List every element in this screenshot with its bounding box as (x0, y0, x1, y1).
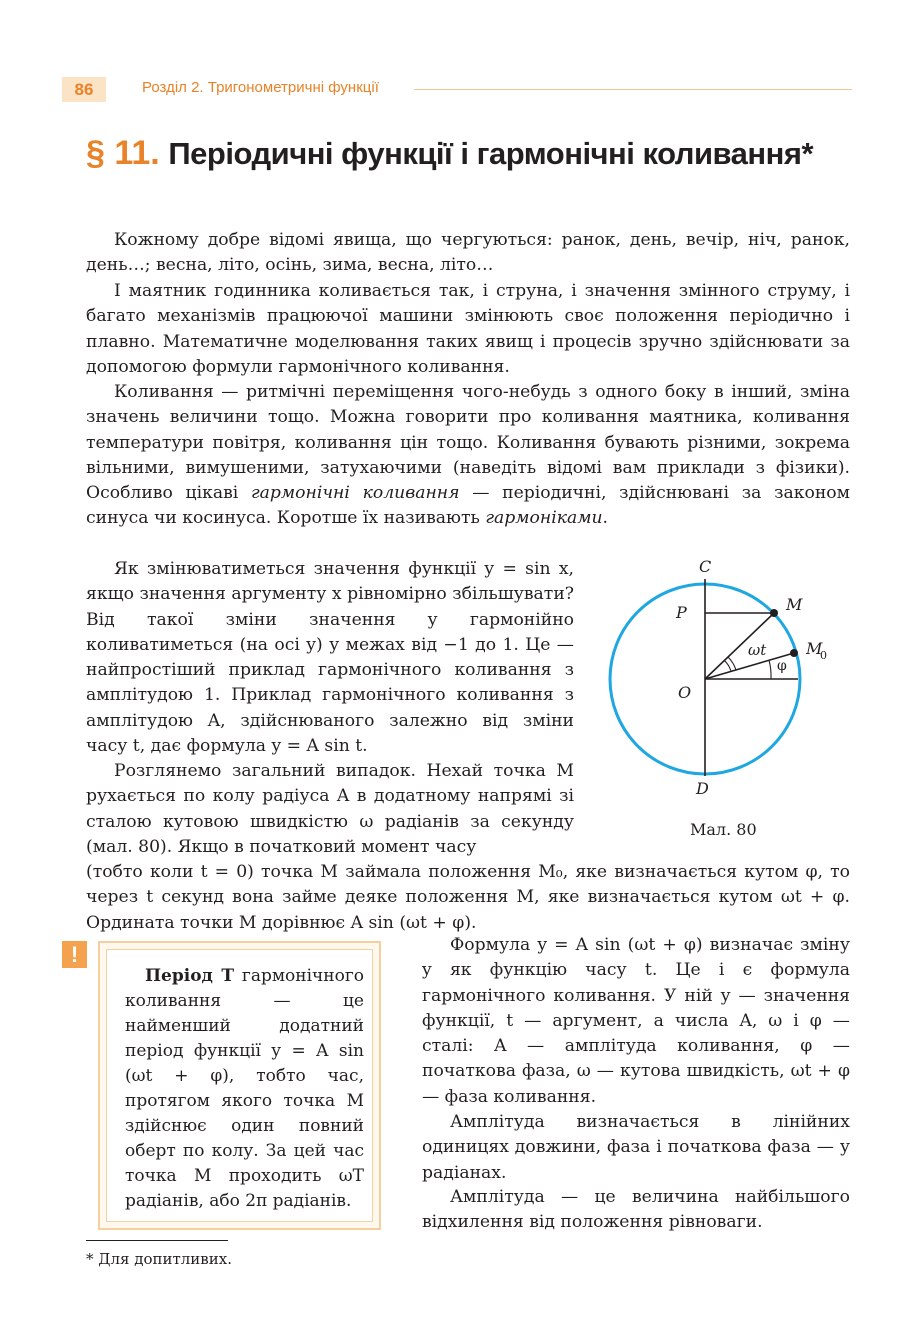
label-M: M (786, 595, 803, 614)
definition-term: Період T (145, 966, 234, 986)
figure-unit-circle (596, 552, 827, 802)
label-phi: φ (777, 658, 787, 674)
attention-icon: ! (62, 941, 87, 968)
label-C: C (699, 557, 712, 576)
chapter-title: Розділ 2. Тригонометричні функції (142, 79, 379, 96)
angle-arc-wt (728, 657, 736, 670)
paragraph-4: Як змінюватиметься значення функції y = sin x, якщо значення аргументу x рівномірно збільшувати? Від такої зміни значення y гармонійно коливатиметься (на осі y) у межах від −1 до 1. Це — найпростіший приклад гармонічного коливання з амплітудою 1. Приклад гармонічного коливання з амплітудою A, здійснюваного залежно від зміни часу t, дає формула y = A sin t. (86, 559, 574, 757)
paragraph-5-top: Розглянемо загальний випадок. Нехай точка M рухається по колу радіуса A в додатному напрямі зі сталою кутовою швидкістю ω радіанів за секунду (мал. 80). Якщо в початковий момент часу (86, 761, 574, 857)
label-O: O (678, 683, 692, 702)
label-P: P (676, 603, 687, 622)
paragraph-8: Амплітуда — це величина найбільшого відхилення від положення рівноваги. (422, 1187, 850, 1233)
footnote: * Для допитливих. (86, 1250, 232, 1268)
section-number: § 11. (86, 134, 160, 172)
section-title (86, 132, 866, 175)
paragraph-6: Формула y = A sin (ωt + φ) визначає зміну y як функцію часу t. Це і є формула гармонічного коливання. У ній y — значення функції, t — аргумент, а числа A, ω і φ — сталі: A — амплітуда коливання, φ — початкова фаза, ω — кутова швидкість, ωt + φ — фаза коливання. (422, 935, 850, 1107)
angle-arc-phi (769, 660, 771, 679)
page-header (62, 77, 852, 103)
term-harmonic-oscillations: гармонічні коливання (251, 483, 460, 504)
section-heading: Періодичні функції і гармонічні коливання* (168, 136, 814, 171)
paragraph-3-a: Коливання — ритмічні переміщення чого-небудь з одного боку в інший, зміна значень величини тощо. Можна говорити про коливання маятника, коливання температури повітря, коливання цін тощо. Коливання бувають різними, зокрема вільними, вимушеними, затухаючими (наведіть відомі вам приклади з фізики). Особливо цікаві (86, 382, 850, 504)
paragraph-2: І маятник годинника коливається так, і струна, і значення змінного струму, і багато механізмів працюючої машини змінюють своє положення періодично і плавно. Математичне моделювання таких явищ і процесів зручно здійснювати за допомогою формули гармонічного коливання. (86, 281, 850, 377)
label-M0-subscript: 0 (820, 649, 827, 662)
header-rule (414, 89, 852, 90)
angle-arc-wt-inner (724, 660, 731, 671)
definition-box-inner (106, 949, 373, 1222)
paragraph-5-bottom: (тобто коли t = 0) точка M займала положення M₀, яке визначається кутом φ, то через t секунд вона займе деяке положення M, яке визначається кутом ωt + φ. Ордината точки M дорівнює A sin (ωt + φ). (86, 862, 850, 933)
definition-box (98, 941, 381, 1230)
label-D: D (696, 779, 709, 798)
point-M (770, 609, 778, 617)
figure-caption: Мал. 80 (690, 820, 757, 839)
paragraph-3-b: — періодичні, здійснювані за законом синуса чи косинуса. Коротше їх називають (86, 483, 850, 529)
paragraph-3 (86, 380, 850, 532)
point-M0 (790, 649, 798, 657)
footnote-rule (86, 1240, 228, 1241)
definition-body: гармонічного коливання — це найменший додатний період функції y = A sin (ωt + φ), тобто час, протягом якого точка M здійснює один повний оберт по колу. За цей час точка M проходить ωT радіанів, або 2π радіанів. (125, 966, 365, 1211)
paragraph-7: Амплітуда визначається в лінійних одиницях довжини, фаза і початкова фаза — у радіанах. (422, 1112, 850, 1183)
label-omega-t: ωt (748, 641, 767, 659)
definition-text (125, 964, 364, 1214)
paragraph-1: Кожному добре відомі явища, що чергуються: ранок, день, вечір, ніч, ранок, день…; весна, літо, осінь, зима, весна, літо… (86, 230, 850, 276)
label-M0: M (806, 639, 823, 658)
paragraph-3-c: . (602, 508, 608, 529)
page-number: 86 (62, 77, 106, 102)
term-harmonics: гармоніками (485, 508, 603, 529)
